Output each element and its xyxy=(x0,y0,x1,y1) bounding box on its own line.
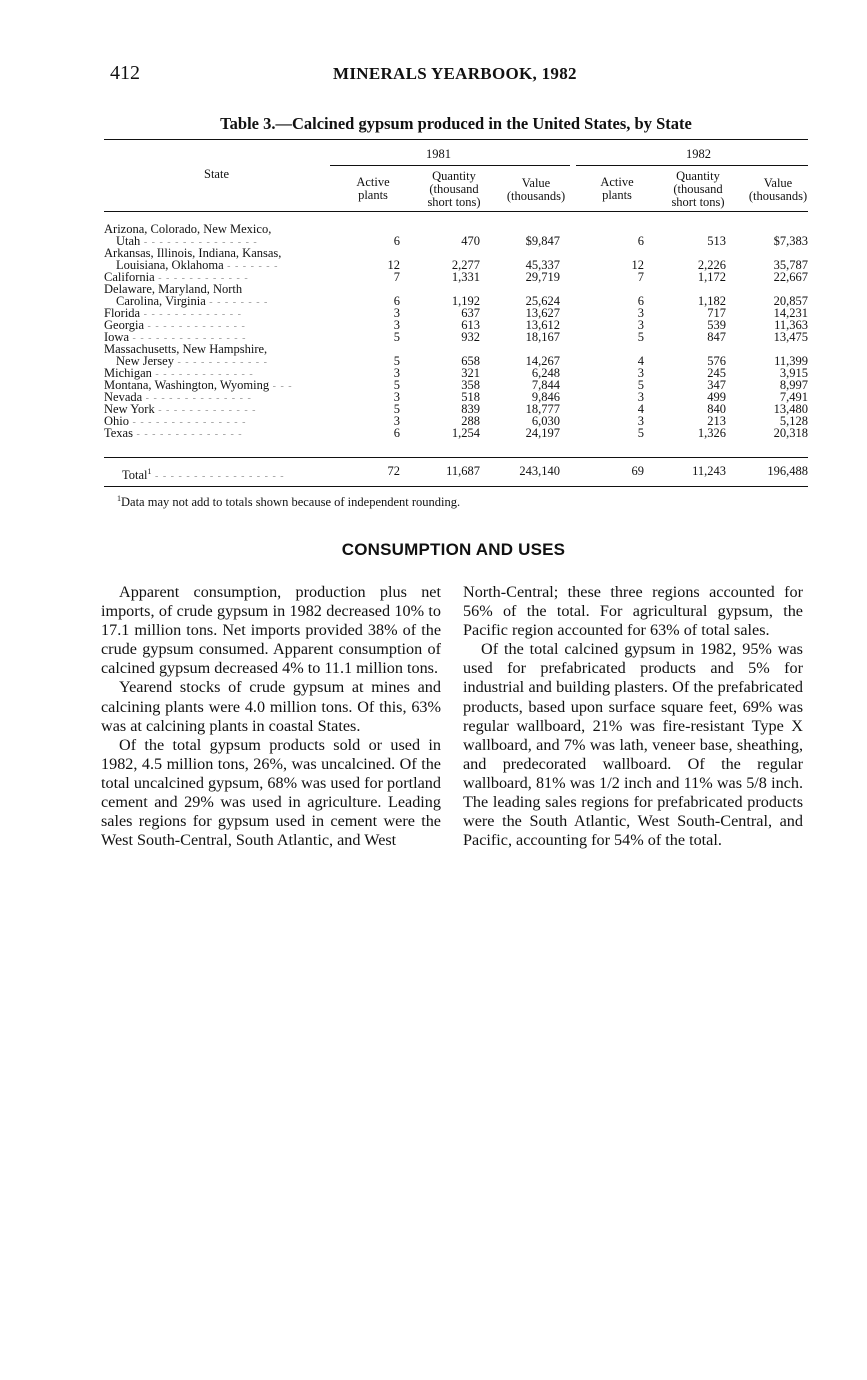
cell-plants-1982: 3 xyxy=(637,366,644,380)
cell-plants-1982: 3 xyxy=(637,414,644,428)
cell-qty-1981: 288 xyxy=(461,414,480,428)
cell-val-1981: 18,167 xyxy=(525,330,560,344)
cell-plants-1981: 5 xyxy=(393,354,400,368)
cell-val-1981: $9,847 xyxy=(525,234,560,248)
total-top-rule xyxy=(104,457,808,458)
state-label: Louisiana, Oklahoma - - - - - - - xyxy=(116,258,279,272)
cell-val-1982: 8,997 xyxy=(779,378,808,392)
cell-val-1982: 20,857 xyxy=(773,294,808,308)
paragraph: Yearend stocks of crude gypsum at mines and calcining plants were 4.0 million tons. Of this, 63% was at calcining plants in coastal States. xyxy=(101,678,441,735)
total-plants-1981: 72 xyxy=(387,464,400,478)
cell-val-1982: 11,399 xyxy=(774,354,808,368)
table-title: Table 3.—Calcined gypsum produced in the United States, by State xyxy=(220,114,692,133)
table-bottom-rule xyxy=(104,486,808,487)
year-header-1981: 1981 xyxy=(426,147,451,161)
cell-plants-1982: 3 xyxy=(637,306,644,320)
state-label: Massachusetts, New Hampshire, xyxy=(104,342,268,356)
cell-plants-1982: 5 xyxy=(637,330,644,344)
cell-qty-1982: 539 xyxy=(707,318,726,332)
cell-val-1981: 45,337 xyxy=(525,258,560,272)
cell-val-1981: 29,719 xyxy=(525,270,560,284)
table-row xyxy=(104,427,808,440)
cell-qty-1982: 840 xyxy=(707,402,726,416)
cell-val-1981: 24,197 xyxy=(525,426,560,440)
cell-plants-1981: 6 xyxy=(393,234,400,248)
state-label: California - - - - - - - - - - - - xyxy=(104,270,249,284)
table-footnote: $^1$Data may not add to totals shown because of independent rounding. xyxy=(117,494,461,510)
cell-plants-1981: 6 xyxy=(393,426,400,440)
col-quantity-1982: Quantity (thousand short tons) xyxy=(671,169,725,209)
cell-plants-1981: 3 xyxy=(393,306,400,320)
cell-qty-1981: 1,254 xyxy=(451,426,480,440)
cell-qty-1981: 1,192 xyxy=(451,294,480,308)
cell-plants-1982: 12 xyxy=(631,258,644,272)
state-column-header: State xyxy=(204,167,229,181)
state-label: Nevada - - - - - - - - - - - - - - xyxy=(104,390,252,404)
cell-qty-1982: 499 xyxy=(707,390,726,404)
cell-val-1981: 13,627 xyxy=(525,306,560,320)
cell-val-1981: 6,030 xyxy=(531,414,560,428)
cell-val-1982: 13,475 xyxy=(773,330,808,344)
paragraph: North-Central; these three regions accounted for 56% of the total. For agricultural gypsum, the Pacific region accounted for 63% of total sales. xyxy=(463,583,803,640)
cell-qty-1982: 245 xyxy=(707,366,726,380)
cell-val-1982: 5,128 xyxy=(779,414,808,428)
cell-plants-1981: 5 xyxy=(393,402,400,416)
col-quantity-1981: Quantity (thousand short tons) xyxy=(427,169,481,209)
cell-val-1982: 35,787 xyxy=(773,258,808,272)
cell-qty-1981: 658 xyxy=(461,354,480,368)
cell-qty-1981: 839 xyxy=(461,402,480,416)
cell-val-1982: 11,363 xyxy=(774,318,808,332)
header-bottom-rule xyxy=(104,211,808,212)
state-label: Carolina, Virginia - - - - - - - - xyxy=(116,294,269,308)
cell-val-1982: $7,383 xyxy=(773,234,808,248)
cell-val-1982: 13,480 xyxy=(773,402,808,416)
cell-val-1981: 6,248 xyxy=(531,366,560,380)
cell-plants-1982: 5 xyxy=(637,426,644,440)
cell-qty-1981: 637 xyxy=(461,306,480,320)
cell-plants-1982: 7 xyxy=(637,270,644,284)
col-active-plants-1982: Active plants xyxy=(600,175,634,202)
total-plants-1982: 69 xyxy=(631,464,644,478)
state-label: Florida - - - - - - - - - - - - - xyxy=(104,306,242,320)
cell-plants-1981: 3 xyxy=(393,318,400,332)
cell-plants-1982: 3 xyxy=(637,318,644,332)
cell-val-1982: 20,318 xyxy=(773,426,808,440)
cell-qty-1982: 1,172 xyxy=(697,270,726,284)
cell-plants-1982: 4 xyxy=(637,402,644,416)
cell-plants-1982: 5 xyxy=(637,378,644,392)
state-label: Georgia - - - - - - - - - - - - - xyxy=(104,318,246,332)
body-column-right xyxy=(463,583,803,850)
cell-val-1982: 7,491 xyxy=(779,390,808,404)
col-value-1981: Value (thousands) xyxy=(506,176,566,203)
cell-plants-1981: 6 xyxy=(393,294,400,308)
paragraph: Of the total calcined gypsum in 1982, 95% was used for prefabricated products and 5% for industrial and building plasters. Of the prefabricated products, based upon surface square feet, 69% was regular wallboard, 21% was fire-resistant Type X wallboard, and 7% was lath, veneer base, sheathing, and predecorated wallboard. Of the regular wallboard, 81% was 1/2 inch and 11% was 5/8 inch. The leading sales regions for prefabricated products were the South Atlantic, West South-Central, and Pacific, accounting for 54% of the total. xyxy=(463,640,803,850)
total-row xyxy=(104,464,808,483)
cell-val-1981: 13,612 xyxy=(525,318,560,332)
cell-plants-1981: 3 xyxy=(393,390,400,404)
state-label: Texas - - - - - - - - - - - - - - xyxy=(104,426,243,440)
cell-plants-1982: 3 xyxy=(637,390,644,404)
state-label: Michigan - - - - - - - - - - - - - xyxy=(104,366,254,380)
cell-qty-1982: 347 xyxy=(707,378,726,392)
paragraph: Of the total gypsum products sold or used in 1982, 4.5 million tons, 26%, was uncalcined. Of the total uncalcined gypsum, 68% was used for portland cement and 29% was used in agriculture. Leading sales regions for gypsum used in cement were the West South-Central, South Atlantic, and West xyxy=(101,735,441,850)
cell-val-1981: 18,777 xyxy=(525,402,560,416)
table-top-rule xyxy=(104,139,808,140)
state-label: Ohio - - - - - - - - - - - - - - - xyxy=(104,414,247,428)
state-label: Iowa - - - - - - - - - - - - - - - xyxy=(104,330,247,344)
cell-qty-1981: 613 xyxy=(461,318,480,332)
cell-plants-1981: 3 xyxy=(393,366,400,380)
year-rule-1982 xyxy=(576,165,808,166)
cell-val-1981: 7,844 xyxy=(531,378,560,392)
body-column-left xyxy=(101,583,441,850)
cell-val-1981: 25,624 xyxy=(525,294,560,308)
cell-qty-1981: 518 xyxy=(461,390,480,404)
cell-qty-1982: 1,182 xyxy=(697,294,726,308)
cell-qty-1981: 932 xyxy=(461,330,480,344)
cell-qty-1981: 470 xyxy=(461,234,480,248)
cell-val-1981: 14,267 xyxy=(525,354,560,368)
total-label: Total$^1$ - - - - - - - - - - - - - - - - - xyxy=(122,467,285,483)
cell-plants-1981: 3 xyxy=(393,414,400,428)
cell-plants-1981: 5 xyxy=(393,330,400,344)
total-val-1981: 243,140 xyxy=(519,464,560,478)
cell-plants-1982: 6 xyxy=(637,234,644,248)
page-number: 412 xyxy=(110,62,140,84)
cell-qty-1982: 213 xyxy=(707,414,726,428)
total-qty-1982: 11,243 xyxy=(692,464,726,478)
year-header-1982: 1982 xyxy=(686,147,711,161)
total-qty-1981: 11,687 xyxy=(446,464,480,478)
cell-qty-1982: 1,326 xyxy=(697,426,726,440)
cell-qty-1981: 358 xyxy=(461,378,480,392)
cell-val-1982: 3,915 xyxy=(779,366,808,380)
cell-plants-1982: 6 xyxy=(637,294,644,308)
state-label: Delaware, Maryland, North xyxy=(104,282,243,296)
state-label: Arizona, Colorado, New Mexico, xyxy=(104,222,272,236)
state-label: New Jersey - - - - - - - - - - - - xyxy=(116,354,268,368)
section-heading: CONSUMPTION AND USES xyxy=(341,540,566,559)
total-val-1982: 196,488 xyxy=(767,464,808,478)
cell-val-1982: 14,231 xyxy=(773,306,808,320)
cell-plants-1981: 7 xyxy=(393,270,400,284)
state-label: Arkansas, Illinois, Indiana, Kansas, xyxy=(104,246,282,260)
cell-val-1981: 9,846 xyxy=(531,390,560,404)
cell-qty-1981: 2,277 xyxy=(451,258,480,272)
state-label: Montana, Washington, Wyoming - - - xyxy=(104,378,293,392)
cell-qty-1981: 1,331 xyxy=(451,270,480,284)
cell-qty-1982: 847 xyxy=(707,330,726,344)
year-rule-1981 xyxy=(330,165,570,166)
state-label: Utah - - - - - - - - - - - - - - - xyxy=(116,234,258,248)
col-active-plants-1981: Active plants xyxy=(356,175,390,202)
cell-plants-1981: 12 xyxy=(387,258,400,272)
cell-qty-1982: 513 xyxy=(707,234,726,248)
cell-plants-1981: 5 xyxy=(393,378,400,392)
cell-qty-1982: 2,226 xyxy=(697,258,726,272)
paragraph: Apparent consumption, production plus net imports, of crude gypsum in 1982 decreased 10% to 17.1 million tons. Net imports provided 38% of the crude gypsum consumed. Apparent consumption of calcined gypsum decreased 4% to 11.1 million tons. xyxy=(101,583,441,678)
cell-qty-1982: 576 xyxy=(707,354,726,368)
cell-plants-1982: 4 xyxy=(637,354,644,368)
col-value-1982: Value (thousands) xyxy=(748,176,808,203)
cell-val-1982: 22,667 xyxy=(773,270,808,284)
cell-qty-1981: 321 xyxy=(461,366,480,380)
cell-qty-1982: 717 xyxy=(707,306,726,320)
running-head: MINERALS YEARBOOK, 1982 xyxy=(333,64,577,83)
state-label: New York - - - - - - - - - - - - - xyxy=(104,402,257,416)
